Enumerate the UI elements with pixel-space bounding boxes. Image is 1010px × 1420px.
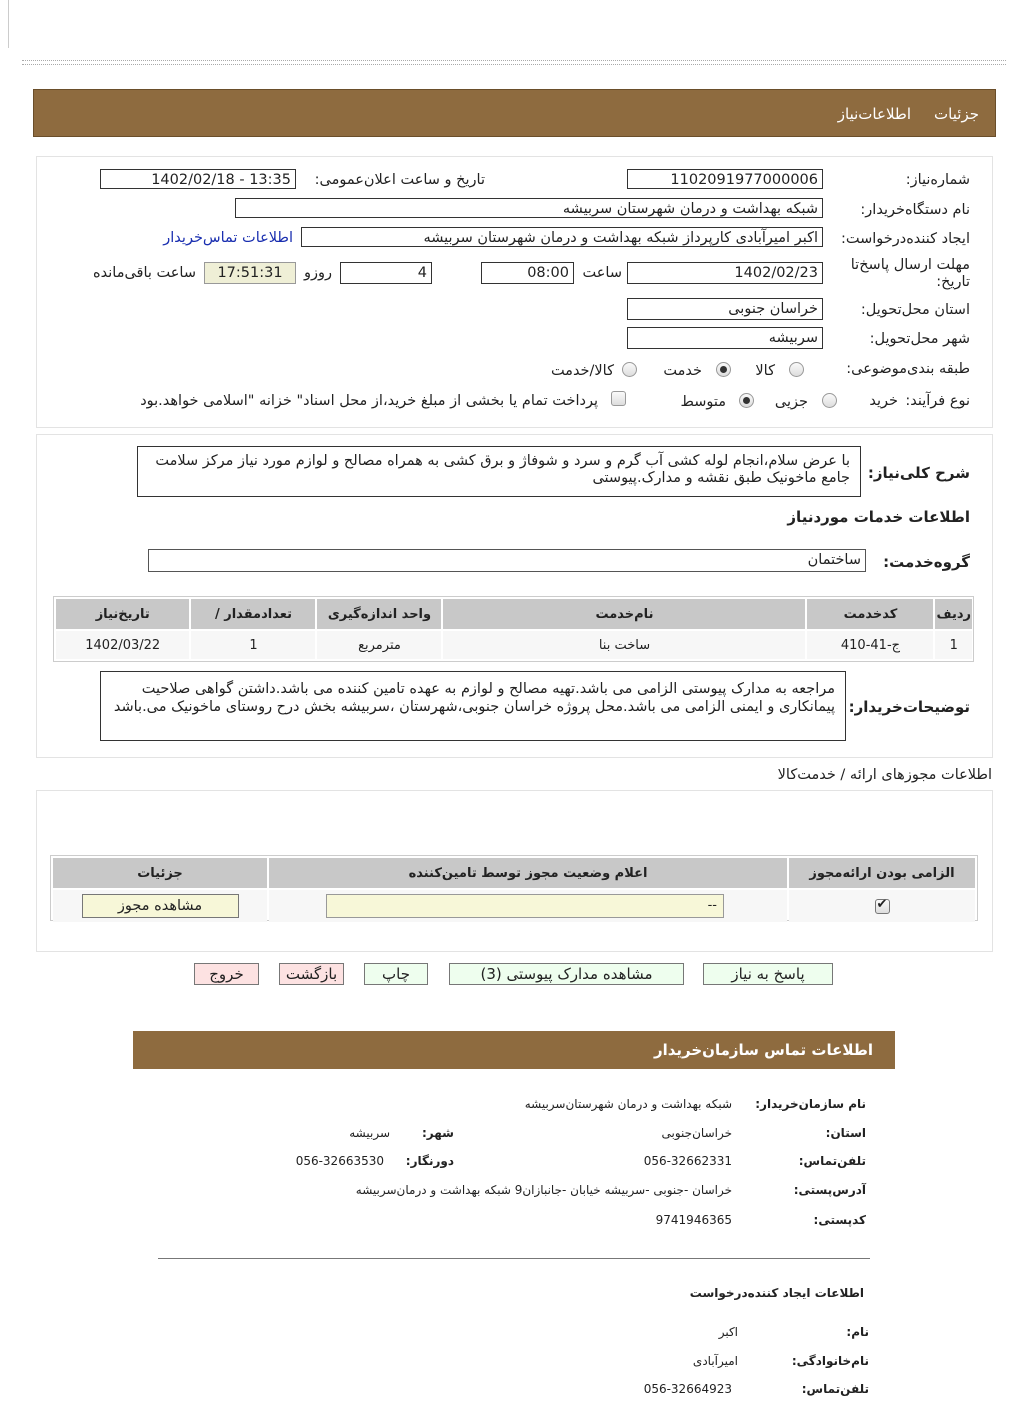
buyer-notes-label: توضیحات‌خریدار:	[848, 698, 970, 716]
creator-field: اکبر امیرآبادی کارپرداز شبکه بهداشت و درمان شهرستان سربیشه	[301, 227, 823, 247]
col-unit: واحد اندازه‌گیری	[317, 599, 441, 629]
announce-label: تاریخ و ساعت اعلان‌عمومی:	[314, 172, 485, 188]
address-value: خراسان -جنوبی -سربیشه خیابان -جانبازان9 شبکه بهداشت و درمان‌سربیشه	[355, 1183, 732, 1197]
service-group-field: ساختمان	[148, 549, 866, 572]
cell-need-date: 1402/03/22	[56, 631, 189, 659]
creator-label: ایجاد کننده‌درخواست:	[841, 231, 970, 247]
postal-label: کدپستی:	[813, 1213, 866, 1227]
need-number-label: شماره‌نیاز:	[905, 172, 970, 188]
category-service-label: خدمت	[663, 363, 702, 379]
permit-required-checkbox[interactable]	[875, 896, 890, 914]
process-medium-label: متوسط	[680, 394, 726, 410]
print-button[interactable]: چاپ	[364, 963, 428, 985]
services-table	[54, 597, 974, 661]
creator-family-label: نام‌خانوادگی:	[791, 1354, 869, 1368]
creator-phone-value: 056-32664923	[643, 1382, 732, 1396]
phone-label: تلفن‌تماس:	[798, 1154, 866, 1168]
remaining-label: ساعت باقی‌مانده	[93, 265, 196, 281]
fax-label: دورنگار:	[405, 1154, 454, 1168]
tab-need-info[interactable]: اطلاعات‌نیاز	[837, 105, 911, 123]
deadline-date-field: 1402/02/23	[627, 262, 823, 284]
province-field: خراسان جنوبی	[627, 298, 823, 320]
buyer-contact-link[interactable]: اطلاعات تماس‌خریدار	[163, 230, 293, 246]
city-field: سربیشه	[627, 327, 823, 349]
summary-label: شرح کلی‌نیاز:	[867, 464, 970, 482]
col-permit-required: الزامی بودن ارائه‌مجوز	[789, 858, 975, 888]
cell-unit: مترمربع	[317, 631, 441, 659]
col-service-name: نام‌خدمت	[443, 599, 805, 629]
category-both-radio[interactable]	[622, 362, 637, 377]
buyer-label: نام دستگاه‌خریدار:	[860, 202, 970, 218]
process-partial-label: جزیی	[774, 394, 808, 410]
process-label: نوع فرآیند:	[905, 393, 970, 409]
service-group-label: گروه‌خدمت:	[883, 553, 970, 571]
buyer-notes-box: مراجعه به مدارک پیوستی الزامی می باشد.تهیه مصالح و لوازم به عهده تامین کننده می باشد.داشتن گواهی صلاحیت پیمانکاری و ایمنی الزامی می باشد.محل پروژه خراسان جنوبی،شهرستان ،سربیشه بخش درح روستای ماخونیک می.باشد	[100, 671, 846, 741]
time-label: ساعت	[582, 265, 622, 281]
org-label: نام سازمان‌خریدار:	[755, 1097, 866, 1111]
permits-title: اطلاعات مجوزهای ارائه / خدمت‌کالا	[777, 767, 992, 783]
buyer-field: شبکه بهداشت و درمان شهرستان سربیشه	[235, 198, 823, 218]
province-label: استان محل‌تحویل:	[860, 302, 970, 318]
contact-province-label: استان:	[825, 1126, 866, 1140]
treasury-payment-checkbox[interactable]	[611, 391, 626, 406]
process-partial-radio[interactable]	[822, 393, 837, 408]
contact-city-value: سربیشه	[349, 1126, 390, 1140]
category-label: طبقه بندی‌موضوعی:	[846, 361, 970, 377]
cell-row: 1	[935, 631, 972, 659]
announce-field: 1402/02/18 - 13:35	[100, 169, 296, 189]
cell-quantity: 1	[191, 631, 315, 659]
header-bar	[33, 89, 996, 137]
view-permit-button[interactable]: مشاهده مجوز	[82, 894, 239, 918]
check-icon: ✔	[876, 896, 888, 912]
creator-family-value: امیرآبادی	[692, 1354, 738, 1368]
table-row	[56, 631, 972, 659]
col-permit-details: جزئیات	[53, 858, 267, 888]
col-row: ردیف	[935, 599, 972, 629]
process-medium-radio[interactable]	[739, 393, 754, 408]
exit-button[interactable]: خروج	[194, 963, 259, 985]
col-service-code: کدخدمت	[807, 599, 933, 629]
contact-title: اطلاعات تماس سازمان‌خریدار	[653, 1041, 873, 1059]
category-service-radio[interactable]	[716, 362, 731, 377]
cell-service-name: ساخت بنا	[443, 631, 805, 659]
category-both-label: کالا/خدمت	[550, 363, 614, 379]
remaining-time-field: 17:51:31	[204, 262, 296, 284]
creator-name-label: نام:	[846, 1325, 869, 1339]
treasury-payment-text: پرداخت تمام یا بخشی از مبلغ خرید،از محل اسناد" خزانه "اسلامی خواهد.بود	[140, 393, 598, 409]
fax-value: 056-32663530	[295, 1154, 384, 1168]
permit-status-field: --	[326, 894, 724, 918]
deadline-label: مهلت ارسال پاسخ‌تا تاریخ:	[850, 257, 970, 290]
table-row	[53, 890, 975, 922]
days-label: روزو	[303, 265, 332, 281]
col-need-date: تاریخ‌نیاز	[56, 599, 189, 629]
creator-info-title: اطلاعات ایجاد کننده‌درخواست	[689, 1286, 864, 1300]
creator-name-value: اکبر	[718, 1325, 738, 1339]
services-title: اطلاعات خدمات موردنیاز	[787, 508, 970, 526]
category-goods-radio[interactable]	[789, 362, 804, 377]
page-left-border	[8, 0, 9, 48]
city-label: شهر محل‌تحویل:	[869, 331, 970, 347]
deadline-time-field: 08:00	[481, 262, 574, 284]
contact-divider	[158, 1258, 870, 1259]
category-goods-label: کالا	[755, 363, 775, 379]
contact-province-value: خراسان‌جنوبی	[661, 1126, 732, 1140]
col-permit-status: اعلام وضعیت مجوز توسط تامین‌کننده	[269, 858, 787, 888]
address-label: آدرس‌پستی:	[793, 1183, 866, 1197]
back-button[interactable]: بازگشت	[279, 963, 344, 985]
attachments-button[interactable]: مشاهده مدارک پیوستی (3)	[449, 963, 684, 985]
creator-phone-label: تلفن‌تماس:	[801, 1382, 869, 1396]
postal-value: 9741946365	[655, 1213, 732, 1227]
contact-city-label: شهر:	[422, 1126, 454, 1140]
permits-table	[51, 856, 977, 924]
reply-button[interactable]: پاسخ به نیاز	[703, 963, 833, 985]
tab-details[interactable]: جزئیات	[934, 105, 979, 123]
days-field: 4	[340, 262, 432, 284]
summary-text-box: با عرض سلام،انجام لوله کشی آب گرم و سرد و شوفاژ و برق کشی به همراه مصالح و لوازم مورد نیاز مرکز سلامت جامع ماخونیک طبق نقشه و مدارک.پیوستی	[137, 446, 861, 497]
need-number-field: 1102091977000006	[627, 169, 823, 189]
top-divider	[22, 60, 1006, 65]
process-buy-label: خرید	[869, 393, 898, 409]
phone-value: 056-32662331	[643, 1154, 732, 1168]
need-info-panel	[36, 156, 993, 428]
col-quantity: تعداد‌مقدار /	[191, 599, 315, 629]
org-value: شبکه بهداشت و درمان شهرستان‌سربیشه	[524, 1097, 732, 1111]
contact-header	[133, 1031, 895, 1069]
cell-service-code: ج-41-410	[807, 631, 933, 659]
